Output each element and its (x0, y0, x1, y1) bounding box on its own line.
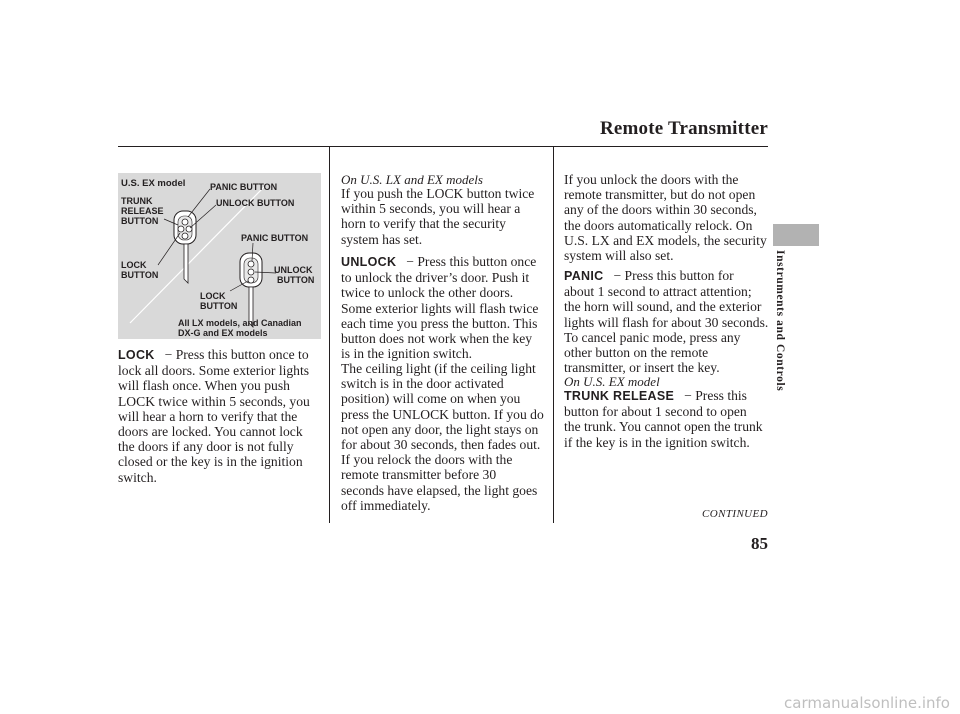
figure-label-lock-line-2: LOCK (200, 291, 226, 301)
ceiling-text-line: not open any door, the light stays on (341, 421, 539, 437)
figure-label-panic-button-top: PANIC BUTTON (210, 182, 278, 192)
key-fob-us-ex-icon (174, 211, 196, 283)
models-note-lx-ex: On U.S. LX and EX models (341, 172, 483, 187)
unlock-text-line: Some exterior lights will flash twice (341, 300, 539, 316)
figure-label-us-ex-model: U.S. EX model (121, 178, 186, 189)
unlock-text-line: each time you press the button. This (341, 315, 538, 331)
ceiling-text-line: seconds have elapsed, the light goes (341, 482, 538, 498)
lock-text-line: the doors if any door is not fully (118, 439, 294, 455)
section-tab (773, 224, 819, 246)
unlock-line-1 (341, 254, 551, 270)
unlock-text-line: twice to unlock the other doors. (341, 285, 514, 301)
figure-label-release-line: RELEASE (121, 206, 164, 216)
relock-text-line: If you unlock the doors with the (564, 172, 739, 187)
figure-label-unlock-button-top: UNLOCK BUTTON (216, 198, 295, 208)
unlock-heading: UNLOCK (341, 255, 397, 269)
ceiling-text-line: off immediately. (341, 497, 431, 513)
relock-text-line: remote transmitter, but do not open (564, 187, 756, 203)
lock-text-line: will hear a horn to verify that the (118, 408, 298, 424)
ceiling-light-paragraph (341, 361, 551, 513)
figure-label-lock-button-line-2: BUTTON (200, 301, 238, 311)
lock-line-1 (118, 347, 323, 363)
unlock-text-line: is in the ignition switch. (341, 346, 473, 362)
unlock-text-line: button does not work when the key (341, 331, 533, 347)
panic-text-line: the horn will sound, and the exterior (564, 299, 762, 315)
figure-label-panic-button-bottom: PANIC BUTTON (241, 233, 309, 243)
lock-text-line: doors are locked. You cannot lock (118, 424, 303, 440)
unlock-section (341, 254, 551, 361)
ceiling-text-line: The ceiling light (if the ceiling light (341, 361, 536, 376)
figure-label-lock-button-bottom (200, 291, 237, 311)
continued-note: CONTINUED (702, 508, 768, 520)
key-fob-lx-icon (240, 253, 262, 327)
ceiling-text-line: press the UNLOCK button. If you do (341, 406, 544, 422)
panic-dash: − (613, 268, 622, 283)
panic-text-line: transmitter, or insert the key. (564, 360, 720, 376)
trunk-text-line: if the key is in the ignition switch. (564, 434, 750, 450)
security-text-line: horn to verify that the security (341, 216, 506, 232)
figure-label-button-line: BUTTON (121, 216, 159, 226)
security-text-line: within 5 seconds, you will hear a (341, 201, 521, 217)
column-divider-left (329, 147, 330, 523)
lock-heading: LOCK (118, 348, 155, 362)
relock-text-line: the doors automatically relock. On (564, 217, 753, 233)
trunk-release-section (564, 388, 774, 450)
figure-label-all-models (178, 318, 302, 338)
column-divider-right (553, 147, 554, 523)
figure-label-lock-button-line: BUTTON (121, 270, 159, 280)
relock-text-line: U.S. LX and EX models, the security (564, 232, 767, 248)
relock-text-line: system will also set. (564, 248, 674, 264)
lock-text-line: will flash once. When you push (118, 378, 290, 394)
models-note-us-ex: On U.S. EX model (564, 374, 660, 389)
header-rule (118, 146, 768, 147)
panic-section (564, 268, 774, 375)
figure-label-all-models-line2: DX-G and EX models (178, 328, 268, 338)
lock-text-line: lock all doors. Some exterior lights (118, 363, 310, 379)
page-title: Remote Transmitter (599, 118, 768, 139)
relock-paragraph (564, 172, 774, 263)
figure-label-unlock-line: UNLOCK (274, 265, 313, 275)
unlock-dash: − (406, 254, 414, 269)
page-number: 85 (751, 534, 768, 553)
figure-label-unlock-button-bottom (274, 265, 314, 285)
security-text-line: If you push the LOCK button twice (341, 186, 535, 201)
lock-dash: − (164, 347, 173, 362)
trunk-release-heading: TRUNK RELEASE (564, 389, 675, 403)
panic-text-line: lights will flash for about 30 seconds. (564, 314, 769, 330)
security-paragraph (341, 186, 551, 247)
remote-transmitter-figure (118, 173, 321, 339)
panic-text-line: Press this button for (624, 268, 734, 283)
trunk-line-1 (564, 388, 774, 404)
trunk-text-line: button for about 1 second to open (564, 404, 747, 420)
lock-section (118, 347, 323, 485)
ceiling-text-line: switch is in the door activated (341, 376, 504, 392)
trunk-text-line: Press this (695, 388, 747, 403)
figure-label-trunk-line: TRUNK (121, 196, 153, 206)
ceiling-text-line: for about 30 seconds, then fades out. (341, 437, 541, 453)
figure-label-lock-button-left (121, 260, 158, 280)
watermark: carmanualsonline.info (784, 694, 950, 712)
unlock-text-line: to unlock the driver’s door. Push it (341, 270, 530, 286)
section-tab-label: Instruments and Controls (774, 250, 786, 392)
security-text-line: system has set. (341, 231, 423, 247)
ceiling-text-line: remote transmitter before 30 (341, 467, 497, 483)
trunk-text-line: the trunk. You cannot open the trunk (564, 419, 763, 435)
unlock-text-line: Press this button once (417, 254, 537, 269)
lock-text-line: Press this button once to (175, 347, 309, 362)
panic-line-1 (564, 268, 774, 284)
trunk-dash: − (684, 388, 692, 403)
relock-text-line: any of the doors within 30 seconds, (564, 202, 757, 218)
lock-text-line: closed or the key is in the ignition (118, 454, 303, 470)
figure-label-all-models-line1: All LX models, and Canadian (178, 318, 302, 328)
panic-text-line: other button on the remote (564, 345, 709, 361)
lock-text-line: LOCK twice within 5 seconds, you (118, 393, 310, 409)
lock-text-line: switch. (118, 469, 157, 485)
panic-text-line: To cancel panic mode, press any (564, 329, 741, 345)
figure-label-trunk-release (121, 196, 164, 226)
ceiling-text-line: If you relock the doors with the (341, 452, 513, 468)
panic-text-line: about 1 second to attract attention; (564, 284, 752, 300)
figure-label-unlock-button-line: BUTTON (277, 275, 315, 285)
figure-label-lock-line: LOCK (121, 260, 147, 270)
ceiling-text-line: position) will come on when you (341, 391, 521, 407)
panic-heading: PANIC (564, 269, 604, 283)
